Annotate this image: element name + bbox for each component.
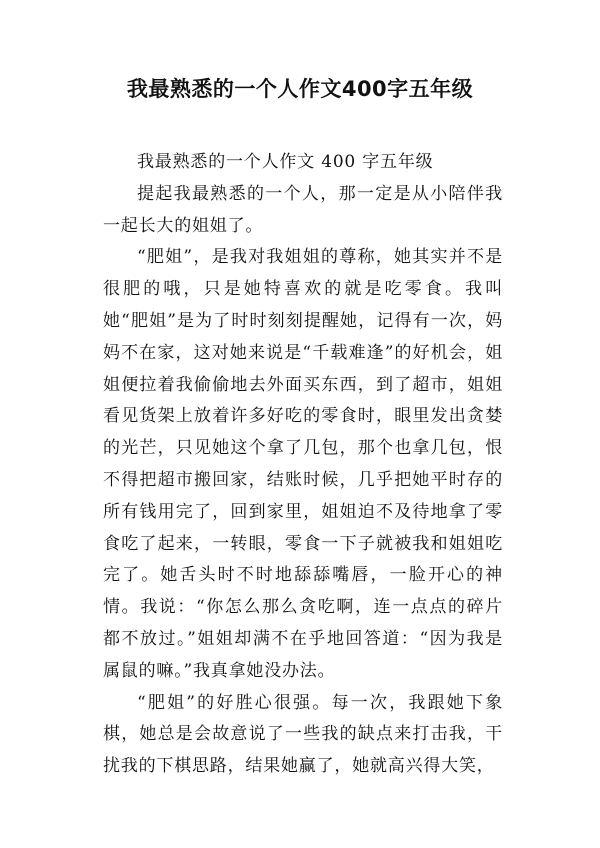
paragraph: 提起我最熟悉的一个人，那一定是从小陪伴我一起长大的姐姐了。	[103, 183, 503, 236]
subtitle-paragraph: 我最熟悉的一个人作文 400 字五年级	[137, 152, 434, 172]
paragraph: “肥姐”，是我对我姐姐的尊称，她其实并不是很肥的哦，只是她特喜欢的就是吃零食。我叫她“肥姐”是为了时时刻刻提醒她，记得有一次，妈妈不在家，这对她来说是“千载难逢”的好机会，姐姐便拉着我偷偷地去外面买东西，到了超市，姐姐看见货架上放着许多好吃的零食时，眼里发出贪婪的光芒，只见她这个拿了几包，那个也拿几包，恨不得把超市搬回家，结账时候，几乎把她平时存的所有钱用完了，回到家里，姐姐迫不及待地拿了零食吃了起来，一转眼，零食一下子就被我和姐姐吃完了。她舌头时不时地舔舔嘴唇，一脸开心的神情。我说：“你怎么那么贪吃啊，连一点点的碎片都不放过。”姐姐却满不在乎地回答道：“因为我是属鼠的嘛。”我真拿她没办法。	[103, 247, 503, 681]
document-title: 我最熟悉的一个人作文400字五年级	[126, 77, 474, 101]
paragraph: “肥姐”的好胜心很强。每一次，我跟她下象棋，她总是会故意说了一些我的缺点来打击我，干扰我的下棋思路，结果她赢了，她就高兴得大笑，	[103, 692, 503, 777]
document-body	[103, 147, 503, 783]
